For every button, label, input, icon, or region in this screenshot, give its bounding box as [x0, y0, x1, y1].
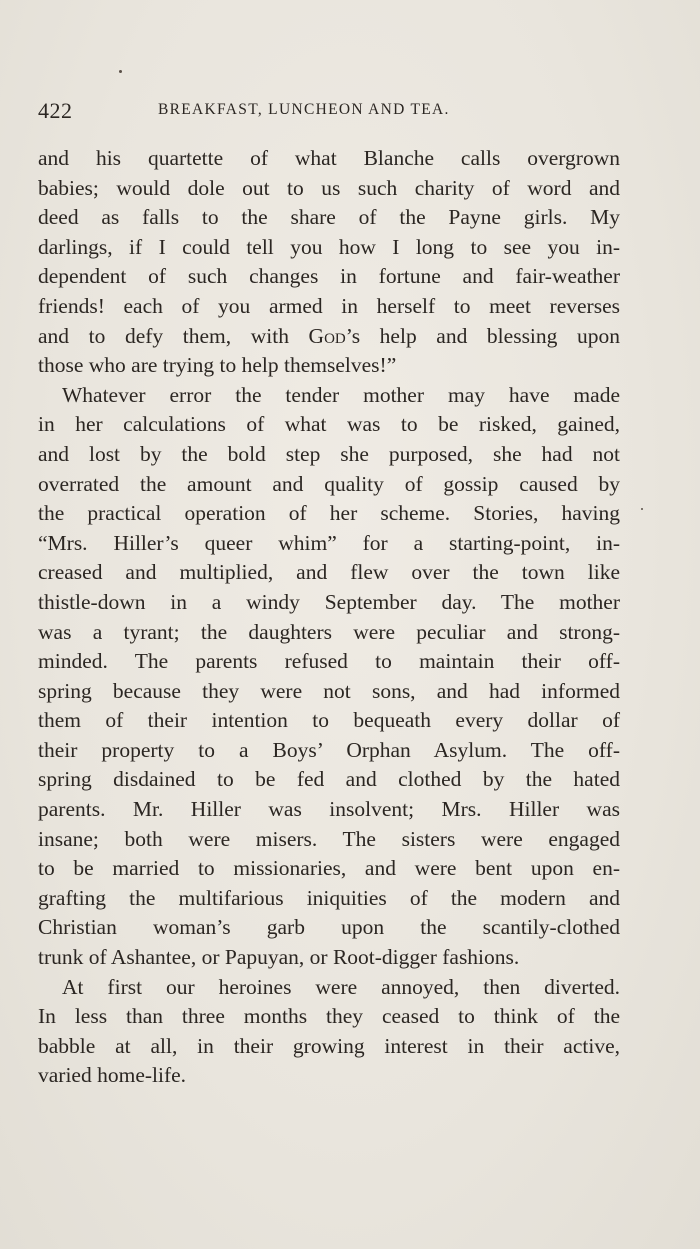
text-line: varied home-life. — [38, 1063, 187, 1088]
body-text — [38, 144, 620, 1091]
page-number: 422 — [38, 98, 73, 123]
text-line: them of their intention to bequeath every dollar of — [38, 708, 620, 733]
text-line: deed as falls to the share of the Payne girls. My — [38, 205, 620, 230]
text-line: overrated the amount and quality of gossip caused by — [38, 471, 620, 496]
text-line: babies; would dole out to us such charity of word and — [38, 175, 620, 200]
text-line: At first our heroines were annoyed, then diverted. — [62, 974, 620, 999]
text-line — [38, 322, 620, 352]
ink-speck — [119, 70, 122, 73]
running-head — [38, 98, 620, 126]
ink-speck — [641, 508, 643, 510]
text-line: Christian woman’s garb upon the scantily-clothed — [38, 915, 620, 940]
text-line: creased and multiplied, and flew over the town like — [38, 560, 620, 585]
text-line: minded. The parents refused to maintain their off- — [38, 649, 620, 674]
text-line: In less than three months they ceased to think of the — [38, 1004, 620, 1029]
text-line: and lost by the bold step she purposed, she had not — [38, 441, 620, 466]
text-line: spring because they were not sons, and had informed — [38, 678, 620, 703]
text-line: thistle-down in a windy September day. The mother — [38, 589, 620, 614]
text-segment: ’s help and blessing upon — [345, 323, 621, 348]
text-line: friends! each of you armed in herself to meet reverses — [38, 293, 620, 318]
text-line: their property to a Boys’ Orphan Asylum. The off- — [38, 737, 620, 762]
text-line: was a tyrant; the daughters were peculiar and strong- — [38, 619, 620, 644]
text-line: darlings, if I could tell you how I long to see you in- — [38, 234, 620, 259]
text-line: in her calculations of what was to be risked, gained, — [38, 412, 620, 437]
text-line: spring disdained to be fed and clothed by the hated — [38, 767, 620, 792]
text-line: insane; both were misers. The sisters were engaged — [38, 826, 620, 851]
text-line: grafting the multifarious iniquities of the modern and — [38, 885, 620, 910]
text-line: to be married to missionaries, and were bent upon en- — [38, 856, 620, 881]
text-line: and his quartette of what Blanche calls overgrown — [38, 146, 620, 170]
text-line: Whatever error the tender mother may have made — [62, 382, 620, 407]
text-line: parents. Mr. Hiller was insolvent; Mrs. Hiller was — [38, 797, 620, 822]
text-segment: and to defy them, with — [38, 323, 309, 348]
running-title: BREAKFAST, LUNCHEON AND TEA. — [158, 101, 450, 118]
text-line: “Mrs. Hiller’s queer whim” for a starting-point, in- — [38, 530, 620, 555]
text-line: the practical operation of her scheme. Stories, having — [38, 501, 620, 526]
text-line: babble at all, in their growing interest in their active, — [38, 1033, 620, 1058]
text-line: those who are trying to help themselves!” — [38, 353, 397, 378]
small-caps-word: God — [308, 323, 346, 348]
text-line: dependent of such changes in fortune and fair-weather — [38, 264, 620, 289]
text-line: trunk of Ashantee, or Papuyan, or Root-digger fashions. — [38, 945, 520, 970]
